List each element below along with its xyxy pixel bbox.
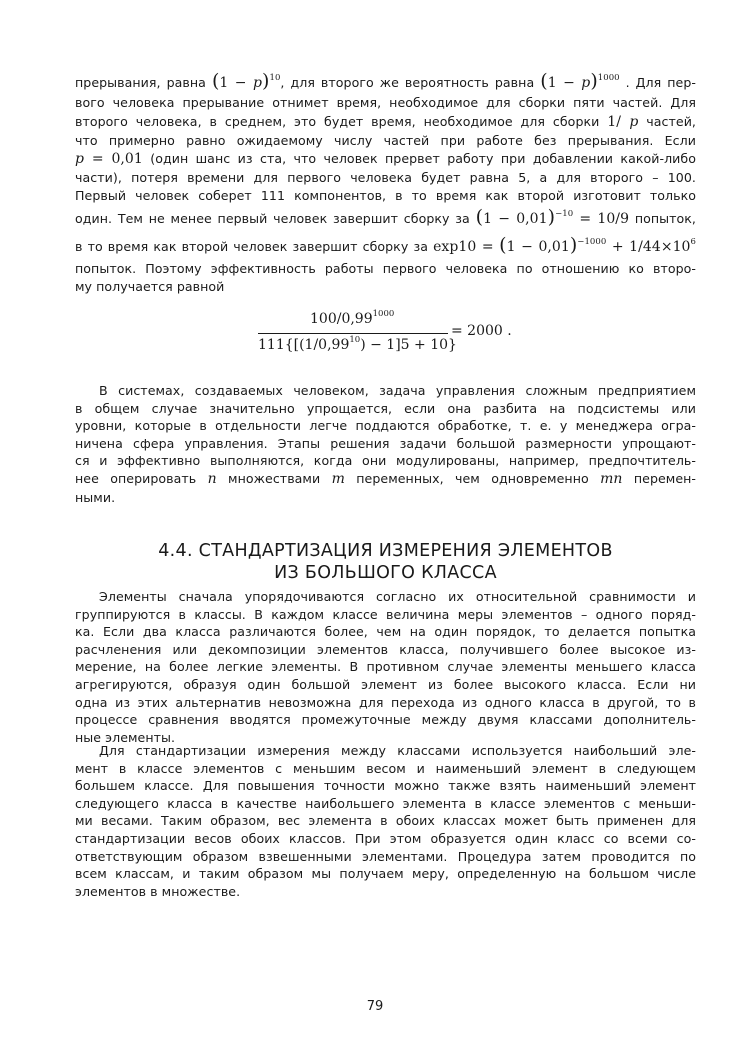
- heading-line: 4.4. СТАНДАРТИЗАЦИЯ ИЗМЕРЕНИЯ ЭЛЕМЕНТОВ: [158, 541, 613, 561]
- line: Для стандартизации измерения между классами используется наибольший эле-: [99, 743, 696, 758]
- line: нее оперировать n множествами m переменных, чем одновременно mn перемен-: [75, 470, 697, 487]
- line: следующего класса в качестве наибольшего элемента в классе элементов с меньши-: [75, 795, 696, 811]
- line: всем классам, и таким образом мы получаем меру, определенную на большом числе: [75, 866, 696, 882]
- math-var: mn: [600, 470, 623, 487]
- line: группируются в классы. В каждом классе величина меры элементов – одного поряд-: [75, 606, 696, 622]
- line: одна из этих альтернатив невозможна для перехода из одного класса в другой, то в: [75, 694, 696, 710]
- math-inline: $(1 - 0,01)^{-10} = 10/9$: [475, 206, 630, 229]
- line: ка. Если два класса различаются более, чем на один порядок, то делается попытка: [75, 624, 696, 640]
- fraction-bar: [258, 333, 448, 334]
- paragraph-standardization: [75, 742, 696, 900]
- line: агрегируются, образуя один большой элемент из более высокого класса. Если ни: [75, 676, 696, 692]
- line: ные элементы.: [75, 729, 176, 745]
- line: в то время как второй человек завершит сборку за $\exp 10 = (1 - 0,01)^{-1000} + 1/44\times 10^6$: [75, 234, 696, 257]
- section-heading: [75, 540, 696, 584]
- line: ответствующим образом взвешенными элементами. Процедура затем проводится по: [75, 848, 696, 864]
- line: Первый человек соберет 111 компонентов, в то время как второй изготовит только: [75, 187, 696, 203]
- math-inline: $\exp 10 = (1 - 0,01)^{-1000} + 1/44\times 10^6$: [433, 234, 696, 257]
- line: Элементы сначала упорядочиваются согласно их относительной сравнимости и: [99, 589, 696, 604]
- line: p = 0,01 (один шанс из ста, что человек прервет работу при добавлении какой-либо: [75, 151, 696, 168]
- line: ными.: [75, 489, 116, 505]
- line: вого человека прерывание отнимет время, необходимое для сборки пяти частей. Для: [75, 95, 696, 110]
- line: му получается равной: [75, 278, 225, 294]
- line: части), потеря времени для первого человека будет равна 5, а для второго – 100.: [75, 170, 696, 186]
- line: мент в классе элементов с меньшим весом и наименьший элемент в следующем: [75, 760, 696, 776]
- efficiency-formula: [258, 311, 548, 375]
- math-inline: $(1 - p)^{10}$: [211, 70, 281, 92]
- math-var: n: [207, 470, 217, 487]
- math-var: m: [331, 470, 345, 487]
- line: уровни, которые в отдельности легче поддаются обработке, т. е. у менеджера огра-: [75, 418, 696, 434]
- math-inline: 1/ p: [607, 113, 639, 130]
- line: в общем случае значительно упрощается, если она разбита на подсистемы или: [75, 400, 696, 416]
- line: что примерно равно ожидаемому числу частей при работе без прерывания. Если: [75, 132, 696, 148]
- formula-numerator: $100/0,99^{1000}$: [310, 309, 395, 327]
- heading-line: ИЗ БОЛЬШОГО КЛАССА: [274, 563, 497, 583]
- line: прерывания, равна $(1 - p)^{10}$, для второго же вероятность равна $(1 - p)^{1000}$ . Для пер-: [75, 70, 696, 92]
- page-number: 79: [366, 999, 384, 1014]
- math-inline: $(1 - p)^{1000}$: [540, 70, 620, 92]
- line: один. Тем не менее первый человек завершит сборку за $(1 - 0,01)^{-10} = 10/9$ попыток,: [75, 206, 696, 229]
- line: ничена сфера управления. Этапы решения задачи большой размерности упрощают-: [75, 435, 696, 451]
- paragraph-classes: [75, 588, 696, 746]
- line: расчленения или декомпозиции элементов класса, получившего более высокое из-: [75, 641, 696, 657]
- formula-result: = 2000 .: [451, 323, 512, 339]
- line: элементов в множестве.: [75, 883, 241, 899]
- line: процессе сравнения вводятся промежуточные между двумя классами дополнитель-: [75, 712, 696, 728]
- text-block-systems: [75, 382, 696, 506]
- line: В системах, создаваемых человеком, задача управления сложным предприятием: [99, 383, 696, 398]
- line: ми весами. Таким образом, вес элемента в обоих классах может быть применен для: [75, 813, 696, 829]
- line: попыток. Поэтому эффективность работы первого человека по отношению ко второ-: [75, 261, 696, 277]
- line: большем классе. Для повышения точности можно также взять наименьший элемент: [75, 778, 696, 794]
- line: мерение, на более легкие элементы. В противном случае элементы меньшего класса: [75, 659, 696, 675]
- math-inline: p = 0,01: [75, 151, 143, 168]
- line: стандартизации весов обоих классов. При этом образуется один класс со всеми со-: [75, 830, 696, 846]
- line: ся и эффективно выполняются, когда они модулированы, например, предпочтитель-: [75, 453, 696, 469]
- line: второго человека, в среднем, это будет время, необходимое для сборки 1/ p частей,: [75, 113, 696, 130]
- text-block-probability: [75, 70, 696, 296]
- formula-denominator: $111\{[(1/0,99^{10}) - 1]5 + 10\}$: [258, 335, 457, 353]
